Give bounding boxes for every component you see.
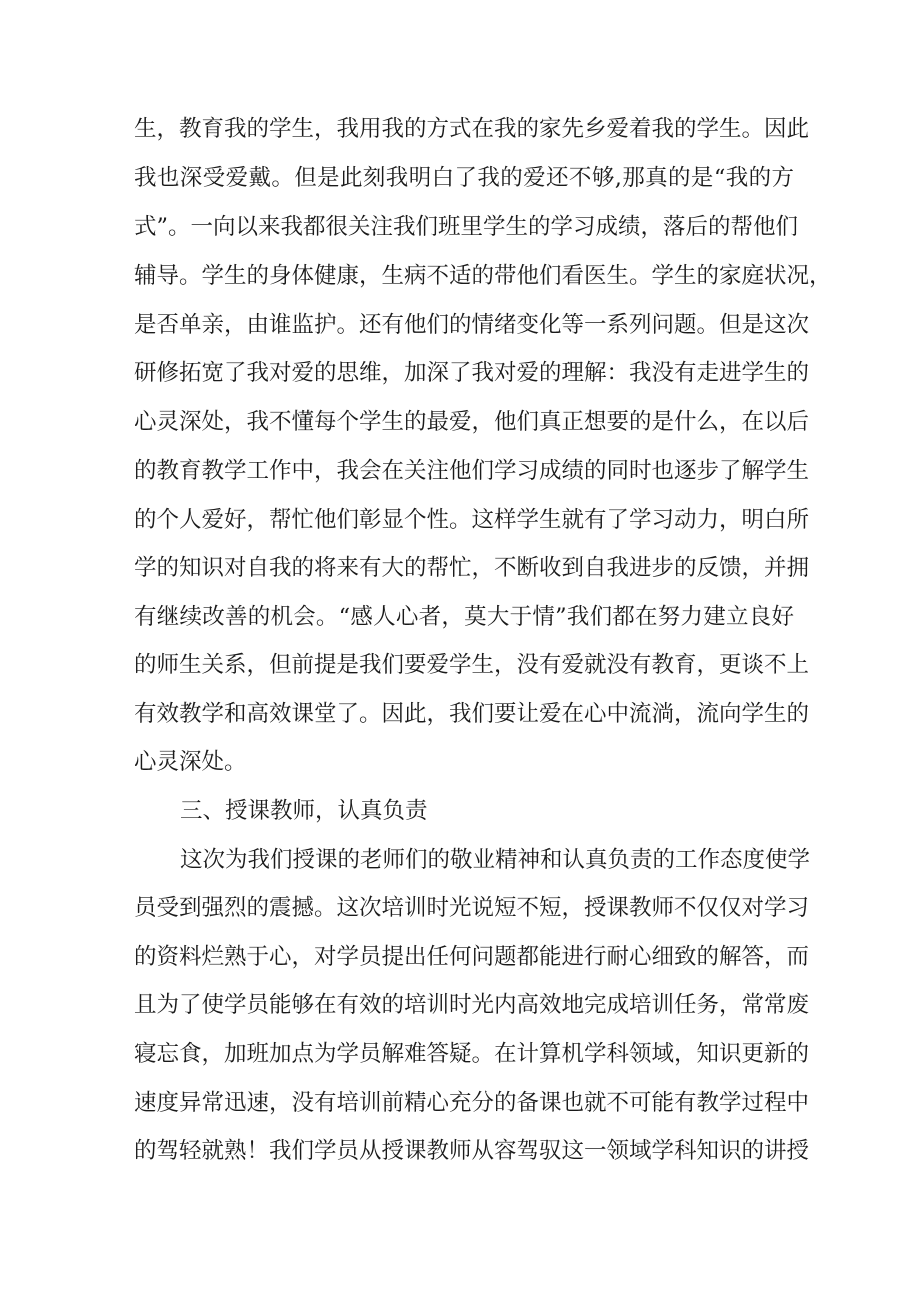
paragraph-line: 心灵深处，我不懂每个学生的最爱，他们真正想要的是什么，在以后: [134, 409, 810, 435]
paragraph-line: 的资料烂熟于心，对学员提出任何问题都能进行耐心细致的解答，而: [134, 944, 810, 970]
paragraph-line: 的个人爱好，帮忙他们彰显个性。这样学生就有了学习动力，明白所: [134, 507, 810, 533]
paragraph-line: 我也深受爱戴。但是此刻我明白了我的爱还不够,那真的是“我的方: [134, 165, 794, 191]
paragraph-line: 这次为我们授课的老师们的敬业精神和认真负责的工作态度使学: [180, 847, 811, 873]
paragraph-line: 研修拓宽了我对爱的思维，加深了我对爱的理解：我没有走进学生的: [134, 360, 810, 386]
paragraph-line: 辅导。学生的身体健康，生病不适的带他们看医生。学生的家庭状况，: [134, 263, 832, 289]
paragraph-line: 有效教学和高效课堂了。因此，我们要让爱在心中流淌，流向学生的: [134, 701, 810, 727]
paragraph-line: 的驾轻就熟！我们学员从授课教师从容驾驭这一领域学科知识的讲授: [134, 1138, 810, 1164]
paragraph-line: 生，教育我的学生，我用我的方式在我的家先乡爱着我的学生。因此: [134, 116, 810, 142]
paragraph-line: 式”。一向以来我都很关注我们班里学生的学习成绩，落后的帮他们: [134, 214, 799, 240]
paragraph-line: 学的知识对自我的将来有大的帮忙，不断收到自我进步的反馈，并拥: [134, 555, 810, 581]
paragraph-line: 是否单亲，由谁监护。还有他们的情绪变化等一系列问题。但是这次: [134, 312, 810, 338]
paragraph-line: 有继续改善的机会。“感人心者，莫大于情”我们都在努力建立良好: [134, 604, 794, 630]
paragraph-line: 的师生关系，但前提是我们要爱学生，没有爱就没有教育，更谈不上: [134, 652, 810, 678]
paragraph-line: 寝忘食，加班加点为学员解难答疑。在计算机学科领域，知识更新的: [134, 1041, 810, 1067]
paragraph-line: 心灵深处。: [134, 749, 247, 775]
paragraph-line: 且为了使学员能够在有效的培训时光内高效地完成培训任务，常常废: [134, 992, 810, 1018]
paragraph-line: 速度异常迅速，没有培训前精心充分的备课也就不可能有教学过程中: [134, 1090, 810, 1116]
paragraph-line: 员受到强烈的震撼。这次培训时光说短不短，授课教师不仅仅对学习: [134, 895, 810, 921]
paragraph-line: 的教育教学工作中，我会在关注他们学习成绩的同时也逐步了解学生: [134, 458, 810, 484]
section-heading: 三、授课教师，认真负责: [180, 798, 428, 824]
